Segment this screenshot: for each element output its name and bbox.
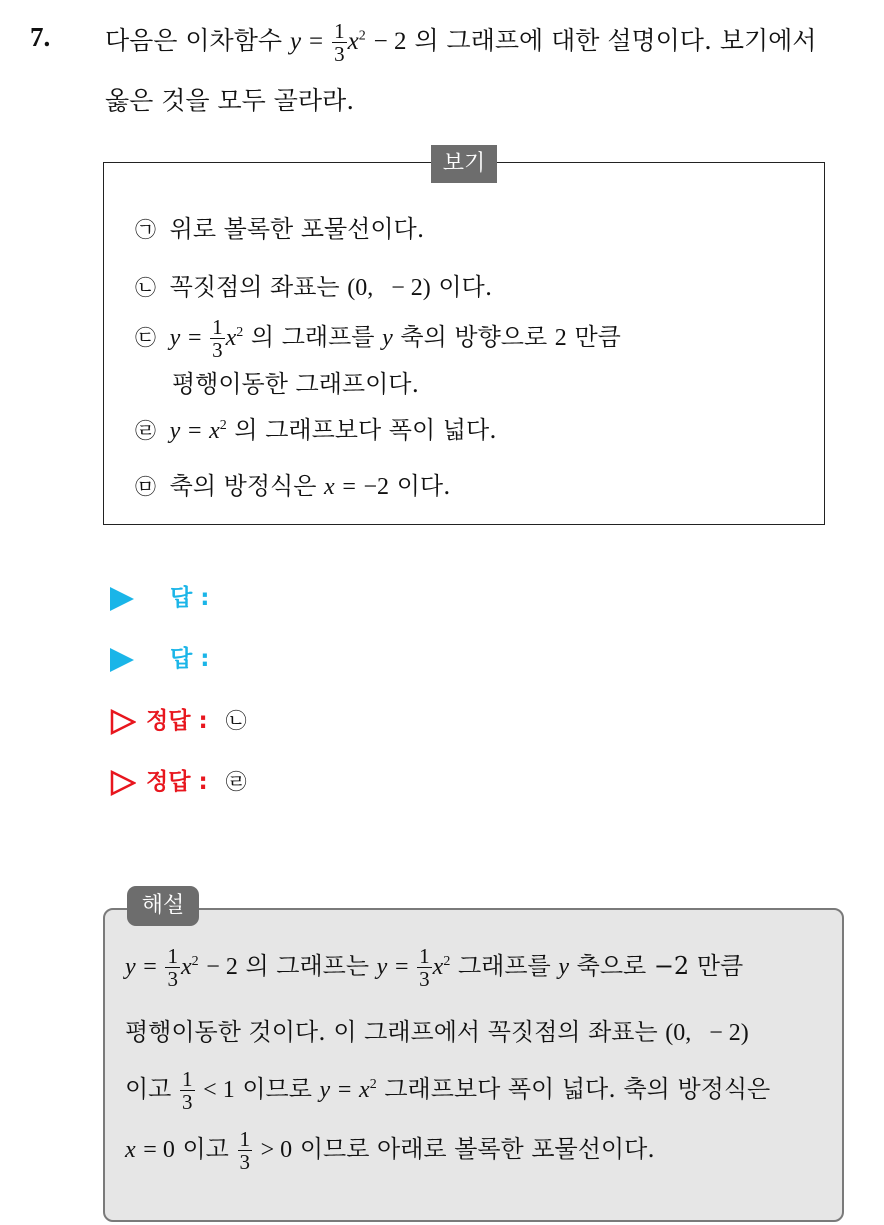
answer-input-row-2[interactable] [110, 640, 227, 673]
bogi-item-1 [135, 217, 424, 241]
equals-sign: = [337, 1077, 352, 1104]
inequality: < 1 [203, 1077, 235, 1104]
play-triangle-icon [110, 648, 134, 672]
var-y: y [319, 1077, 331, 1104]
outline-triangle-icon [110, 770, 136, 796]
solution-text: 이고 [125, 1075, 172, 1104]
outline-triangle-icon [110, 709, 136, 735]
fraction [210, 316, 225, 361]
bogi-item-2 [135, 275, 492, 300]
equation-tail: − 2 [373, 28, 407, 56]
solution-text: 이고 [182, 1135, 229, 1164]
question-text-pre: 다음은 이차함수 [105, 26, 282, 56]
fraction-denominator: 3 [167, 967, 178, 992]
var-y: y [169, 325, 181, 352]
fraction [180, 1068, 195, 1113]
equals-sign: = [309, 28, 324, 56]
item-text-pre: 꼭짓점의 좌표는 [169, 273, 340, 301]
var-x: x [432, 954, 444, 981]
correct-answer-value: ㉡ [225, 709, 247, 733]
fraction-denominator: 3 [419, 967, 430, 992]
question-number: 7. [30, 22, 51, 52]
answer-input-row-1[interactable] [110, 579, 227, 612]
item-number: 2 [554, 325, 567, 352]
var-x: x [225, 325, 237, 352]
var-y: y [382, 325, 393, 352]
answer-label: 답 : [170, 585, 210, 611]
item-text: 위로 볼록한 포물선이다. [169, 215, 425, 243]
equation-tail: − 2 [206, 954, 238, 981]
correct-answer-label: 정답 : [146, 708, 208, 734]
correct-answer-value: ㉣ [225, 770, 247, 794]
fraction-denominator: 3 [239, 1150, 250, 1175]
bogi-item-3 [135, 316, 621, 361]
solution-text: 그래프보다 폭이 넓다. 축의 방정식은 [384, 1075, 771, 1104]
question-line-1 [105, 20, 816, 65]
fraction [332, 20, 347, 65]
equals-sign: = [342, 474, 356, 500]
fraction-numerator: 1 [334, 19, 345, 43]
correct-answer-row-1 [110, 702, 247, 735]
answer-label: 답 : [170, 646, 210, 672]
bogi-item-3-line-2: 평행이동한 그래프이다. [172, 370, 420, 398]
fraction-numerator: 1 [167, 944, 178, 968]
var-x: x [180, 954, 192, 981]
exponent: 2 [236, 325, 244, 341]
solution-text: 그래프를 [457, 952, 551, 981]
var-x: x [125, 1137, 136, 1164]
item-mark: ㉡ [135, 276, 156, 300]
solution-line-4 [125, 1128, 655, 1173]
fraction [417, 945, 432, 990]
solution-title: 해설 [127, 886, 199, 926]
fraction-denominator: 3 [334, 42, 345, 67]
var-y: y [289, 28, 302, 56]
bogi-item-4 [135, 418, 497, 443]
exponent: 2 [369, 1077, 377, 1093]
fraction [165, 945, 180, 990]
question-text-post: 의 그래프에 대한 설명이다. 보기에서 [414, 26, 817, 56]
solution-line-2 [125, 1020, 749, 1045]
var-y: y [558, 954, 569, 981]
item-coord: (0, − 2) [347, 275, 431, 301]
var-y: y [169, 418, 181, 444]
item-text-mid2: 축의 방향으로 [400, 323, 548, 352]
correct-answer-label: 정답 : [146, 769, 208, 795]
equals-sign: = [394, 954, 409, 981]
solution-line-3 [125, 1068, 770, 1113]
equation: = 0 [143, 1137, 175, 1164]
fraction-numerator: 1 [212, 315, 223, 339]
solution-text: 이므로 [242, 1075, 312, 1104]
var-x: x [347, 28, 359, 56]
fraction [238, 1128, 253, 1173]
solution-coord: (0, − 2) [665, 1020, 749, 1046]
exponent: 2 [358, 28, 366, 44]
bogi-item-5 [135, 474, 451, 499]
item-mark: ㉠ [135, 218, 156, 242]
play-triangle-icon [110, 587, 134, 611]
item-text-mid: 의 그래프를 [250, 323, 375, 352]
equals-sign: = [187, 418, 202, 444]
question-line-2: 옳은 것을 모두 골라라. [105, 86, 355, 115]
item-text-post: 이다. [396, 472, 451, 500]
bogi-title: 보기 [431, 145, 497, 183]
item-mark: ㉢ [135, 326, 156, 351]
correct-answer-row-2 [110, 763, 247, 796]
equals-sign: = [187, 325, 202, 352]
solution-text: 의 그래프는 [245, 952, 370, 981]
item-mark: ㉣ [135, 419, 156, 443]
equals-sign: = [143, 954, 157, 981]
solution-line-1 [125, 945, 743, 990]
item-mark: ㉤ [135, 475, 156, 499]
item-text-post: 의 그래프보다 폭이 넓다. [234, 416, 497, 444]
inequality: > 0 [260, 1137, 293, 1164]
exponent: 2 [191, 954, 199, 970]
solution-text: 축으로 −2 만큼 [576, 952, 744, 981]
var-x: x [209, 418, 220, 444]
solution-text: 이므로 아래로 볼록한 포물선이다. [299, 1135, 655, 1164]
solution-text: 평행이동한 것이다. 이 그래프에서 꼭짓점의 좌표는 [125, 1018, 658, 1046]
fraction-numerator: 1 [182, 1067, 193, 1091]
item-text-pre: 축의 방정식은 [169, 472, 317, 500]
var-x: x [324, 474, 335, 500]
fraction-denominator: 3 [212, 338, 223, 363]
item-text-post: 이다. [438, 273, 493, 301]
fraction-denominator: 3 [182, 1090, 193, 1115]
exponent: 2 [219, 418, 227, 433]
var-y: y [376, 954, 388, 981]
fraction-numerator: 1 [239, 1127, 250, 1151]
fraction-numerator: 1 [419, 944, 430, 968]
var-y: y [125, 954, 136, 981]
item-value: −2 [363, 474, 390, 500]
var-x: x [359, 1077, 370, 1104]
exponent: 2 [443, 954, 451, 970]
item-text-post: 만큼 [574, 323, 621, 352]
